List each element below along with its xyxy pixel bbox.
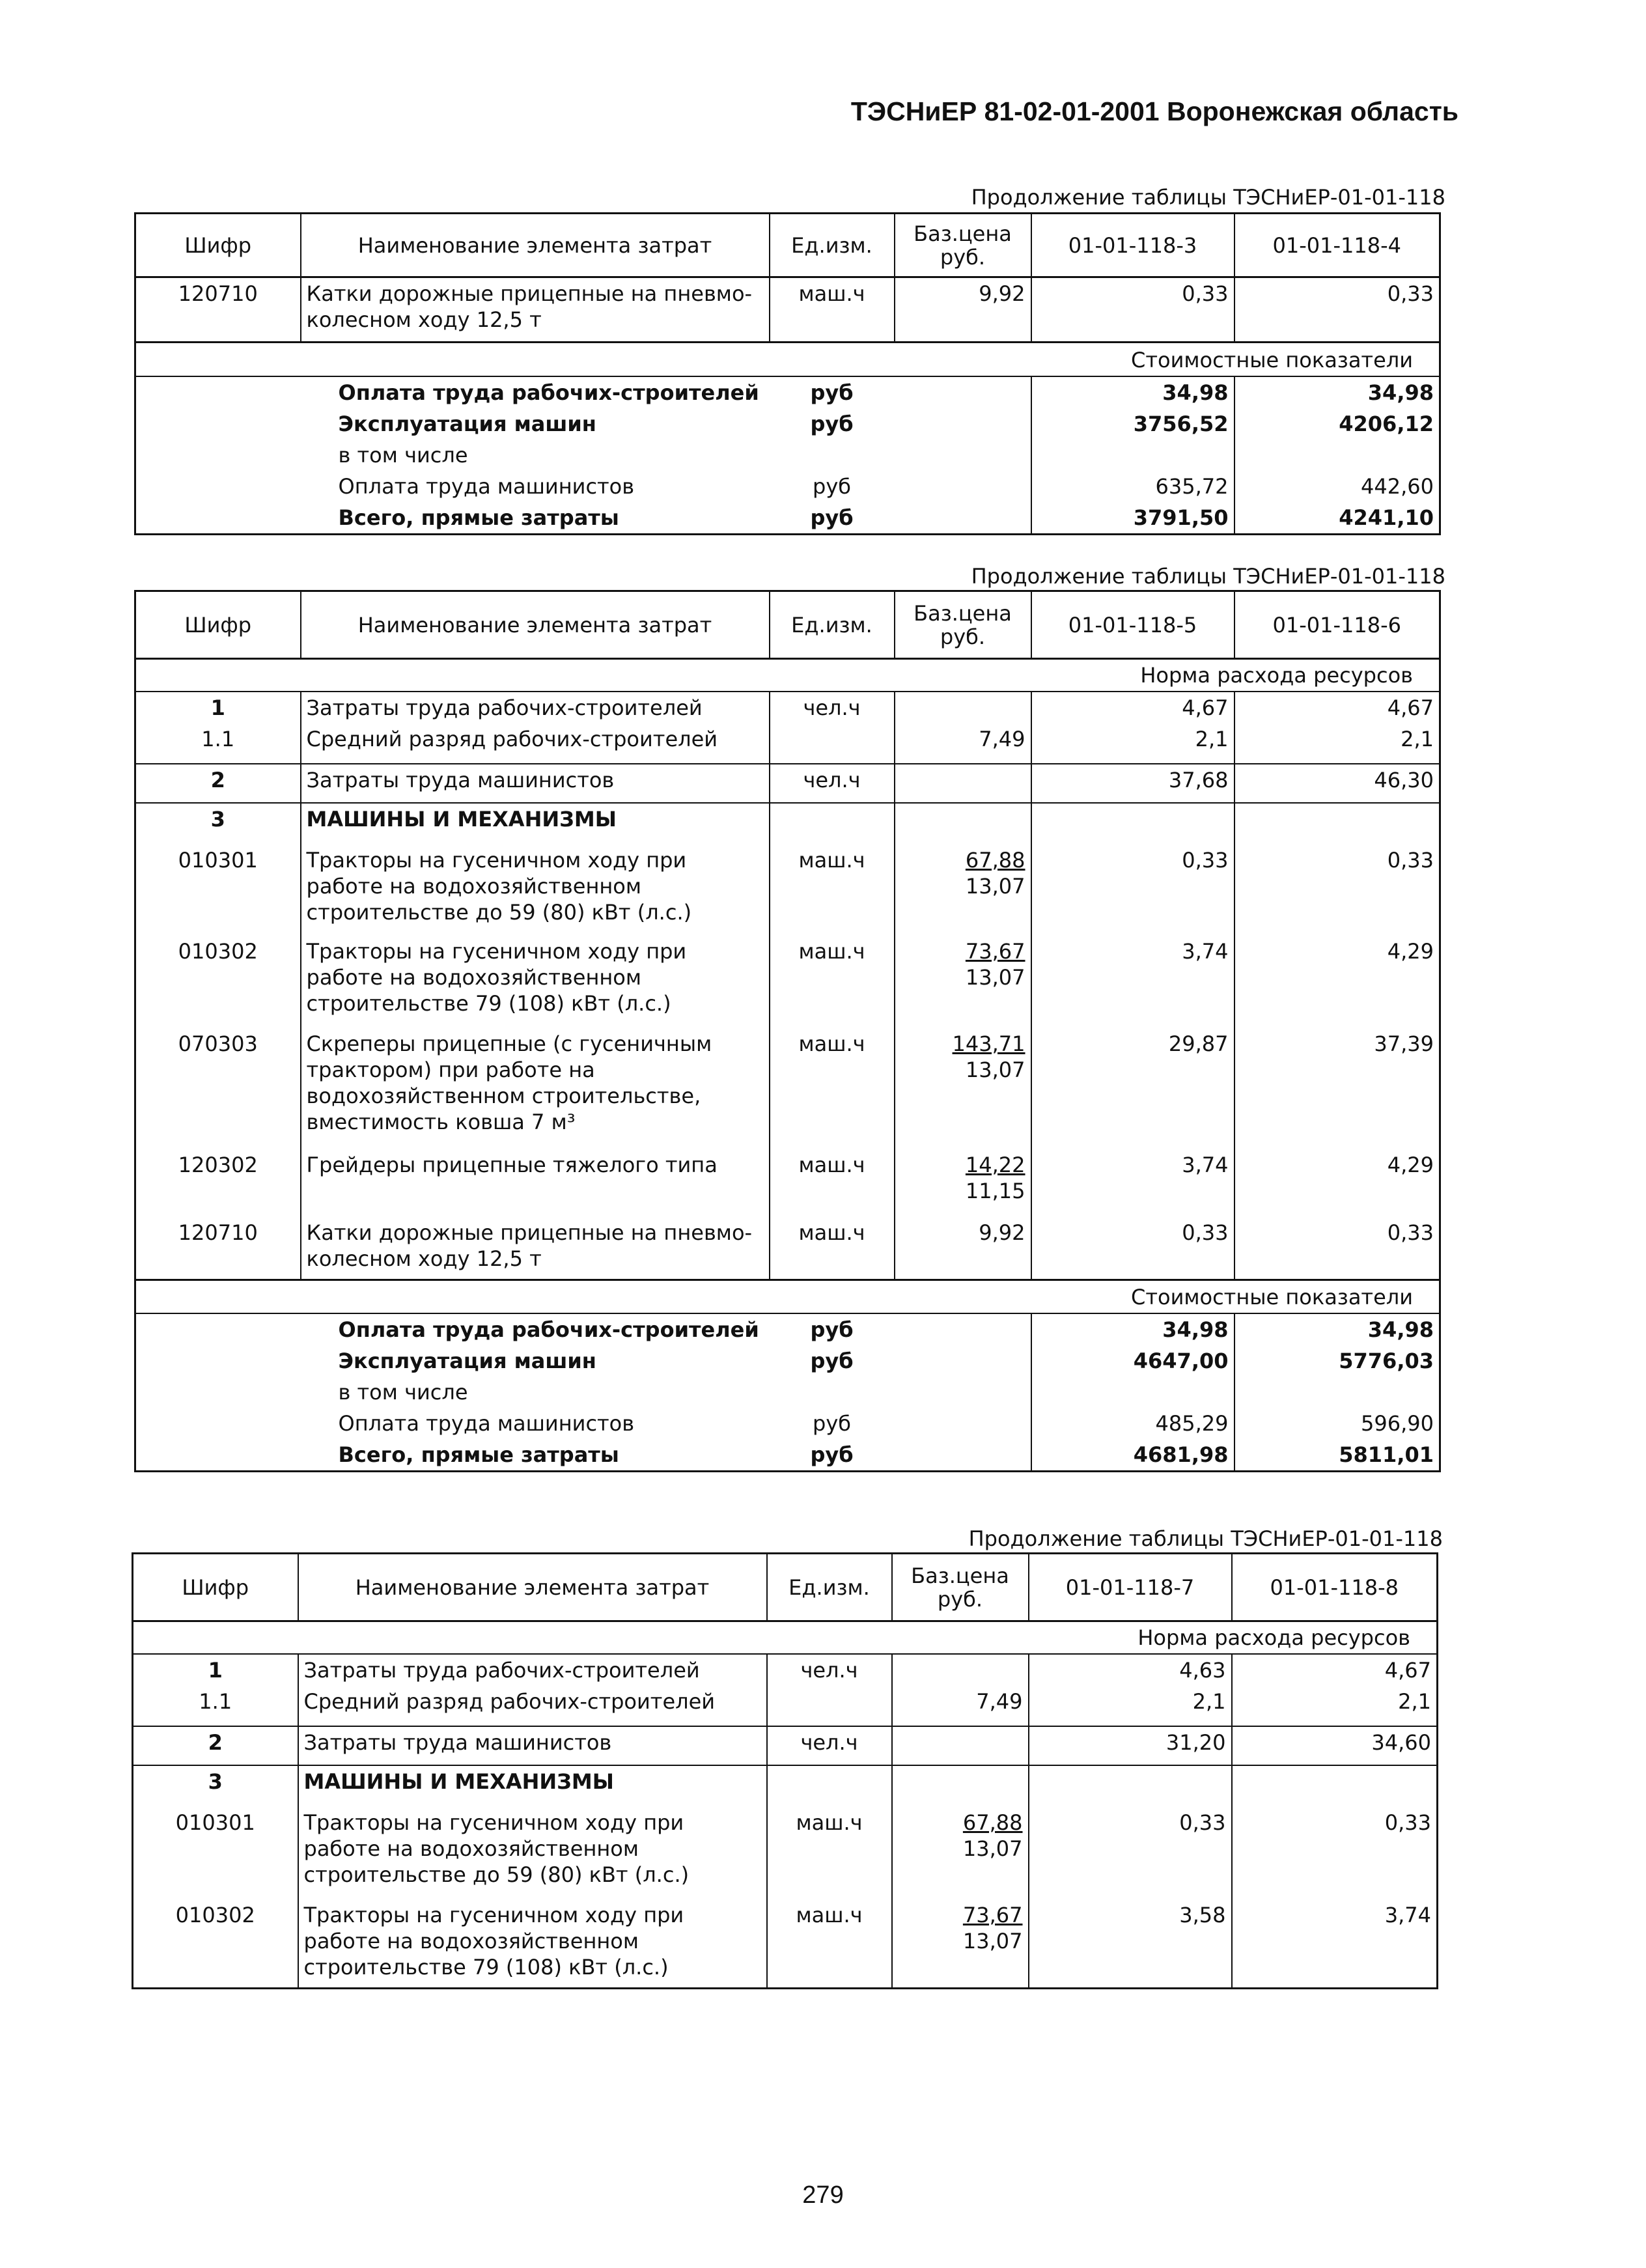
table-row: 010301 Тракторы на гусеничном ходу при работе на водохозяйственном строительстве до 59 (80) кВт (л.с.) маш.ч 67,88 13,07 0,33 0,33 xyxy=(135,845,1440,936)
table-row: 1 Затраты труда рабочих-строителей чел.ч 4,63 4,67 xyxy=(133,1654,1438,1686)
table-row: 010302 Тракторы на гусеничном ходу при работе на водохозяйственном строительстве 79 (108) кВт (л.с.) маш.ч 73,67 13,07 3,58 3,74 xyxy=(133,1899,1438,1988)
col-header-norm-a: 01-01-118-5 xyxy=(1031,591,1234,659)
cost-section-title: Стоимостные показатели xyxy=(135,343,1440,376)
table-row: 1.1 Средний разряд рабочих-строителей 7,49 2,1 2,1 xyxy=(133,1686,1438,1726)
norm-section-title: Норма расхода ресурсов xyxy=(135,659,1440,692)
cost-row: Всего, прямые затраты руб 4681,98 5811,01 xyxy=(135,1439,1440,1472)
col-header-norm-b: 01-01-118-8 xyxy=(1232,1554,1438,1621)
norm-section-title: Норма расхода ресурсов xyxy=(133,1621,1438,1655)
col-header-norm-a: 01-01-118-7 xyxy=(1029,1554,1232,1621)
table-caption: Продолжение таблицы ТЭСНиЕР-01-01-118 xyxy=(968,1526,1443,1551)
cost-section-title: Стоимостные показатели xyxy=(135,1280,1440,1313)
cost-row: Всего, прямые затраты руб 3791,50 4241,10 xyxy=(135,502,1440,535)
table-row: 2 Затраты труда машинистов чел.ч 31,20 34,60 xyxy=(133,1726,1438,1765)
cost-row: Оплата труда рабочих-строителей руб 34,98 34,98 xyxy=(135,376,1440,408)
col-header-price: Баз.цена руб. xyxy=(895,591,1031,659)
cost-row: в том числе xyxy=(135,440,1440,471)
cost-row: Эксплуатация машин руб 4647,00 5776,03 xyxy=(135,1345,1440,1377)
col-header-norm-b: 01-01-118-6 xyxy=(1234,591,1440,659)
col-header-name: Наименование элемента затрат xyxy=(298,1554,767,1621)
cost-row: в том числе xyxy=(135,1377,1440,1408)
table-row: 1.1 Средний разряд рабочих-строителей 7,49 2,1 2,1 xyxy=(135,723,1440,764)
col-header-name: Наименование элемента затрат xyxy=(301,591,770,659)
cost-row: Оплата труда рабочих-строителей руб 34,98 34,98 xyxy=(135,1313,1440,1345)
cost-row: Эксплуатация машин руб 3756,52 4206,12 xyxy=(135,408,1440,440)
table-row: 1 Затраты труда рабочих-строителей чел.ч 4,67 4,67 xyxy=(135,692,1440,723)
col-header-price: Баз.цена руб. xyxy=(895,214,1031,277)
table-row: 010301 Тракторы на гусеничном ходу при работе на водохозяйственном строительстве до 59 (80) кВт (л.с.) маш.ч 67,88 13,07 0,33 0,33 xyxy=(133,1807,1438,1899)
table-row: 120302 Грейдеры прицепные тяжелого типа маш.ч 14,22 11,15 3,74 4,29 xyxy=(135,1149,1440,1217)
table-row: 2 Затраты труда машинистов чел.ч 37,68 46,30 xyxy=(135,764,1440,803)
table-row: 120710 Катки дорожные прицепные на пневмо-колесном ходу 12,5 т маш.ч 9,92 0,33 0,33 xyxy=(135,1217,1440,1280)
table-caption: Продолжение таблицы ТЭСНиЕР-01-01-118 xyxy=(971,564,1445,589)
norms-table-3 xyxy=(132,1552,1438,1989)
page-header: ТЭСНиЕР 81-02-01-2001 Воронежская область xyxy=(850,96,1458,126)
norms-table-1 xyxy=(134,212,1441,535)
cost-row: Оплата труда машинистов руб 635,72 442,60 xyxy=(135,471,1440,502)
col-header-price: Баз.цена руб. xyxy=(892,1554,1029,1621)
col-header-code: Шифр xyxy=(135,591,301,659)
col-header-name: Наименование элемента затрат xyxy=(301,214,770,277)
col-header-unit: Ед.изм. xyxy=(770,214,895,277)
col-header-norm-b: 01-01-118-4 xyxy=(1234,214,1440,277)
table-row: 3 МАШИНЫ И МЕХАНИЗМЫ xyxy=(135,803,1440,845)
table-row: 070303 Скреперы прицепные (с гусеничным трактором) при работе на водохозяйственном строительстве, вместимость ковша 7 м³ маш.ч 143,71 13,07 29,87 37,39 xyxy=(135,1028,1440,1149)
cost-row: Оплата труда машинистов руб 485,29 596,90 xyxy=(135,1408,1440,1439)
table-caption: Продолжение таблицы ТЭСНиЕР-01-01-118 xyxy=(971,185,1445,210)
col-header-code: Шифр xyxy=(135,214,301,277)
col-header-code: Шифр xyxy=(133,1554,298,1621)
page-number: 279 xyxy=(802,2181,844,2209)
col-header-norm-a: 01-01-118-3 xyxy=(1031,214,1234,277)
col-header-unit: Ед.изм. xyxy=(770,591,895,659)
norms-table-2 xyxy=(134,590,1441,1472)
table-row: 120710 Катки дорожные прицепные на пневмо-колесном ходу 12,5 т маш.ч 9,92 0,33 0,33 xyxy=(135,277,1440,343)
table-row: 3 МАШИНЫ И МЕХАНИЗМЫ xyxy=(133,1765,1438,1807)
table-row: 010302 Тракторы на гусеничном ходу при работе на водохозяйственном строительстве 79 (108) кВт (л.с.) маш.ч 73,67 13,07 3,74 4,29 xyxy=(135,936,1440,1028)
col-header-unit: Ед.изм. xyxy=(767,1554,892,1621)
